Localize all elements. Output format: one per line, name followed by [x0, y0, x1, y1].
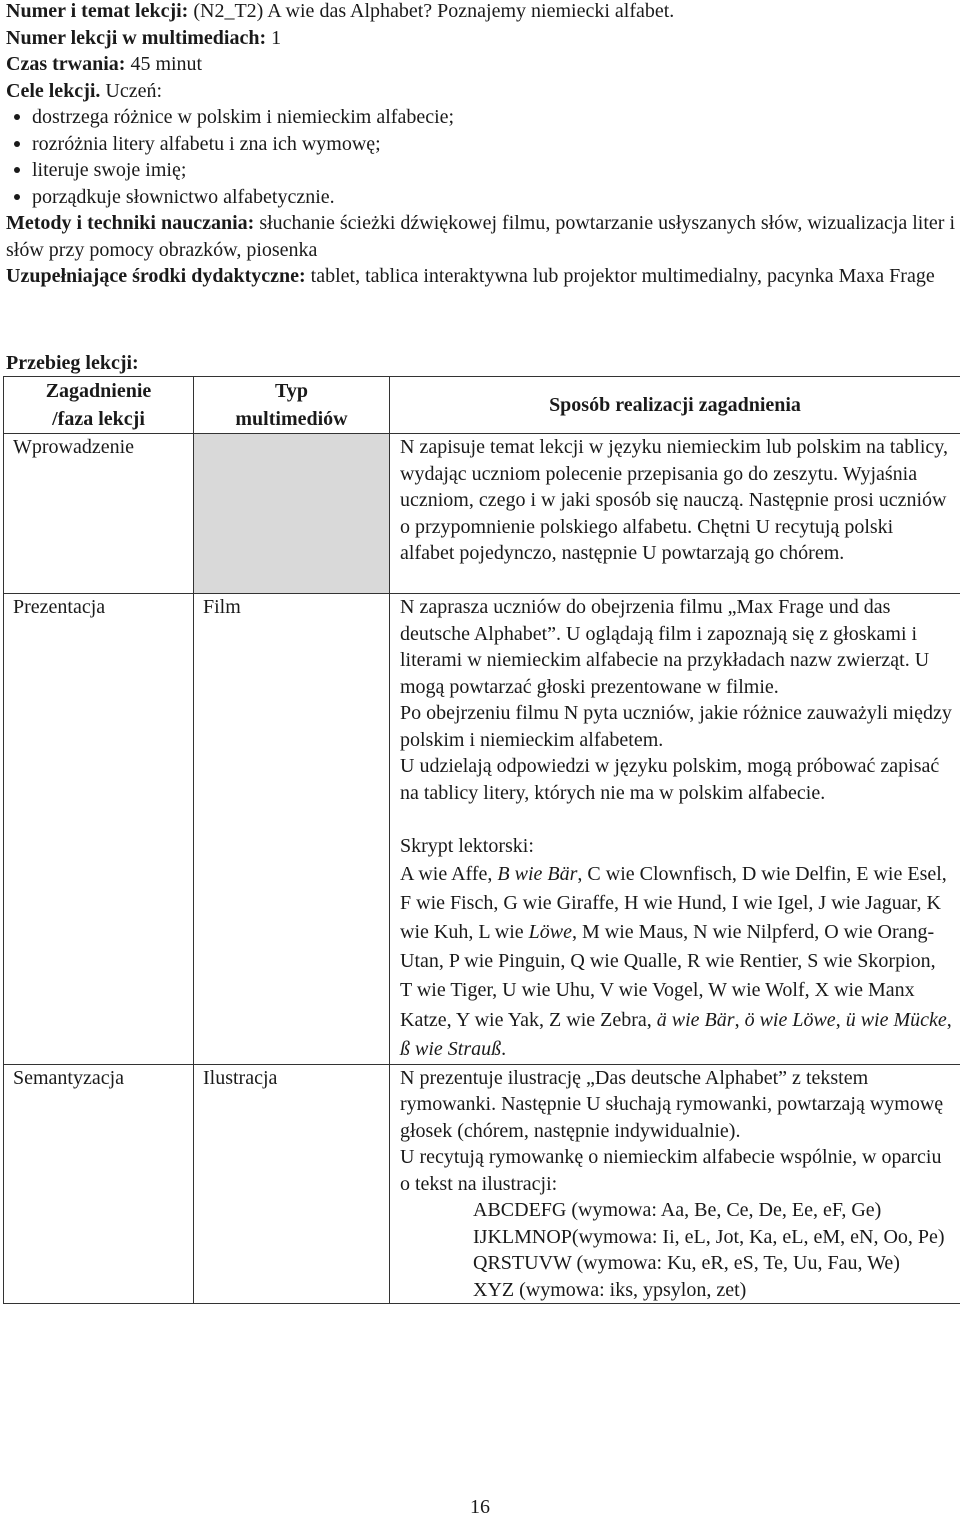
- header-method: [390, 377, 960, 434]
- alphabet-rhyme-line: ABCDEFG (wymowa: Aa, Be, Ce, De, Ee, eF, Ge): [400, 1197, 952, 1224]
- aids-label: Uzupełniające środki dydaktyczne:: [6, 265, 306, 287]
- media-type-cell-empty: [194, 434, 390, 594]
- header-media-type-line2: multimediów: [194, 405, 389, 433]
- lesson-header: [6, 0, 956, 290]
- method-cell: [390, 434, 960, 594]
- duration-label: Czas trwania:: [6, 53, 125, 75]
- method-paragraph: U recytują rymowankę o niemieckim alfabecie wspólnie, w oparciu o tekst na ilustracji:: [400, 1144, 952, 1197]
- method-cell: [390, 594, 960, 1065]
- table-row: [4, 1064, 960, 1304]
- multimedia-number-line: [6, 25, 956, 52]
- goals-list: [6, 104, 956, 210]
- duration-line: [6, 51, 956, 78]
- topic-label: Numer i temat lekcji:: [6, 0, 188, 22]
- phase-text: Semantyzacja: [4, 1065, 193, 1092]
- media-type-text: Film: [194, 594, 389, 621]
- aids-line: [6, 263, 956, 290]
- method-paragraph: U udzielają odpowiedzi w języku polskim, mogą próbować zapisać na tablicy litery, których nie ma w polskim alfabecie.: [400, 753, 952, 806]
- topic-value: (N2_T2) A wie das Alphabet? Poznajemy niemiecki alfabet.: [193, 0, 674, 22]
- goal-item: porządkuje słownictwo alfabetycznie.: [6, 184, 956, 211]
- phase-cell: [4, 594, 194, 1065]
- methods-line: [6, 210, 956, 263]
- header-method-text: Sposób realizacji zagadnienia: [390, 391, 960, 419]
- goal-item: dostrzega różnice w polskim i niemieckim alfabecie;: [6, 104, 956, 131]
- goal-item: rozróżnia litery alfabetu i zna ich wymowę;: [6, 131, 956, 158]
- media-type-text: Ilustracja: [194, 1065, 389, 1092]
- methods-value: słuchanie ścieżki dźwiękowej filmu, powtarzanie usłyszanych słów, wizualizacja liter i słów przy pomocy obrazków, piosenka: [6, 212, 955, 261]
- aids-value: tablet, tablica interaktywna lub projektor multimedialny, pacynka Maxa Frage: [311, 265, 935, 287]
- header-phase: [4, 377, 194, 434]
- media-type-cell: [194, 1064, 390, 1304]
- alphabet-rhyme-line: IJKLMNOP(wymowa: Ii, eL, Jot, Ka, eL, eM, eN, Oo, Pe): [400, 1224, 952, 1251]
- goals-intro: Uczeń:: [105, 80, 162, 102]
- multimedia-number-value: 1: [271, 27, 281, 49]
- multimedia-number-label: Numer lekcji w multimediach:: [6, 27, 266, 49]
- table-header-row: [4, 377, 960, 434]
- lesson-flow-table: [3, 376, 960, 1304]
- phase-text: Wprowadzenie: [4, 434, 193, 461]
- phase-cell: [4, 1064, 194, 1304]
- header-media-type: [194, 377, 390, 434]
- duration-value: 45 minut: [130, 53, 202, 75]
- method-paragraph: Po obejrzeniu filmu N pyta uczniów, jakie różnice zauważyli między polskim i niemieckim alfabetem.: [400, 700, 952, 753]
- voiceover-script: A wie Affe, B wie Bär, C wie Clownfisch, D wie Delfin, E wie Esel, F wie Fisch, G wie Giraffe, H wie Hund, I wie Igel, J wie Jaguar, K wie Kuh, L wie Löwe, M wie Maus, N wie Nilpferd, O wie Orang-Utan, P wie Pinguin, Q wie Qualle, R wie Rentier, S wie Skorpion, T wie Tiger, U wie Uhu, V wie Vogel, W wie Wolf, X wie Manx Katze, Y wie Yak, Z wie Zebra, ä wie Bär, ö wie Löwe, ü wie Mücke, ß wie Strauß.: [400, 860, 952, 1064]
- script-label: Skrypt lektorski:: [400, 833, 952, 860]
- alphabet-rhyme-line: QRSTUVW (wymowa: Ku, eR, eS, Te, Uu, Fau, We): [400, 1250, 952, 1277]
- table-row: [4, 434, 960, 594]
- media-type-cell: [194, 594, 390, 1065]
- phase-text: Prezentacja: [4, 594, 193, 621]
- methods-label: Metody i techniki nauczania:: [6, 212, 254, 234]
- page-number: 16: [470, 1494, 490, 1521]
- alphabet-rhyme-line: XYZ (wymowa: iks, ypsylon, zet): [400, 1277, 952, 1304]
- goals-label: Cele lekcji.: [6, 80, 100, 102]
- header-phase-line2: /faza lekcji: [4, 405, 193, 433]
- topic-line: [6, 0, 956, 25]
- method-text: N zapisuje temat lekcji w języku niemieckim lub polskim na tablicy, wydając uczniom polecenie przepisania go do zeszytu. Wyjaśnia uczniom, czego i w jaki sposób się nauczą. Następnie prosi uczniów o przypomnienie polskiego alfabetu. Chętni U recytują polski alfabet pojedynczo, następnie U powtarzają go chórem.: [400, 434, 952, 567]
- goal-item: literuje swoje imię;: [6, 157, 956, 184]
- method-paragraph: N zaprasza uczniów do obejrzenia filmu „Max Frage und das deutsche Alphabet”. U oglądają film i zapoznają się z głoskami i literami w niemieckim alfabecie na przykładach nazw zwierząt. U mogą powtarzać głoski prezentowane w filmie.: [400, 594, 952, 700]
- lesson-flow-heading: Przebieg lekcji:: [6, 350, 139, 377]
- phase-cell: [4, 434, 194, 594]
- header-media-type-line1: Typ: [194, 377, 389, 405]
- method-cell: [390, 1064, 960, 1304]
- goals-line: [6, 78, 956, 105]
- header-phase-line1: Zagadnienie: [4, 377, 193, 405]
- table-row: [4, 594, 960, 1065]
- method-paragraph: N prezentuje ilustrację „Das deutsche Alphabet” z tekstem rymowanki. Następnie U słuchają rymowanki, powtarzają wymowę głosek (chórem, następnie indywidualnie).: [400, 1065, 952, 1145]
